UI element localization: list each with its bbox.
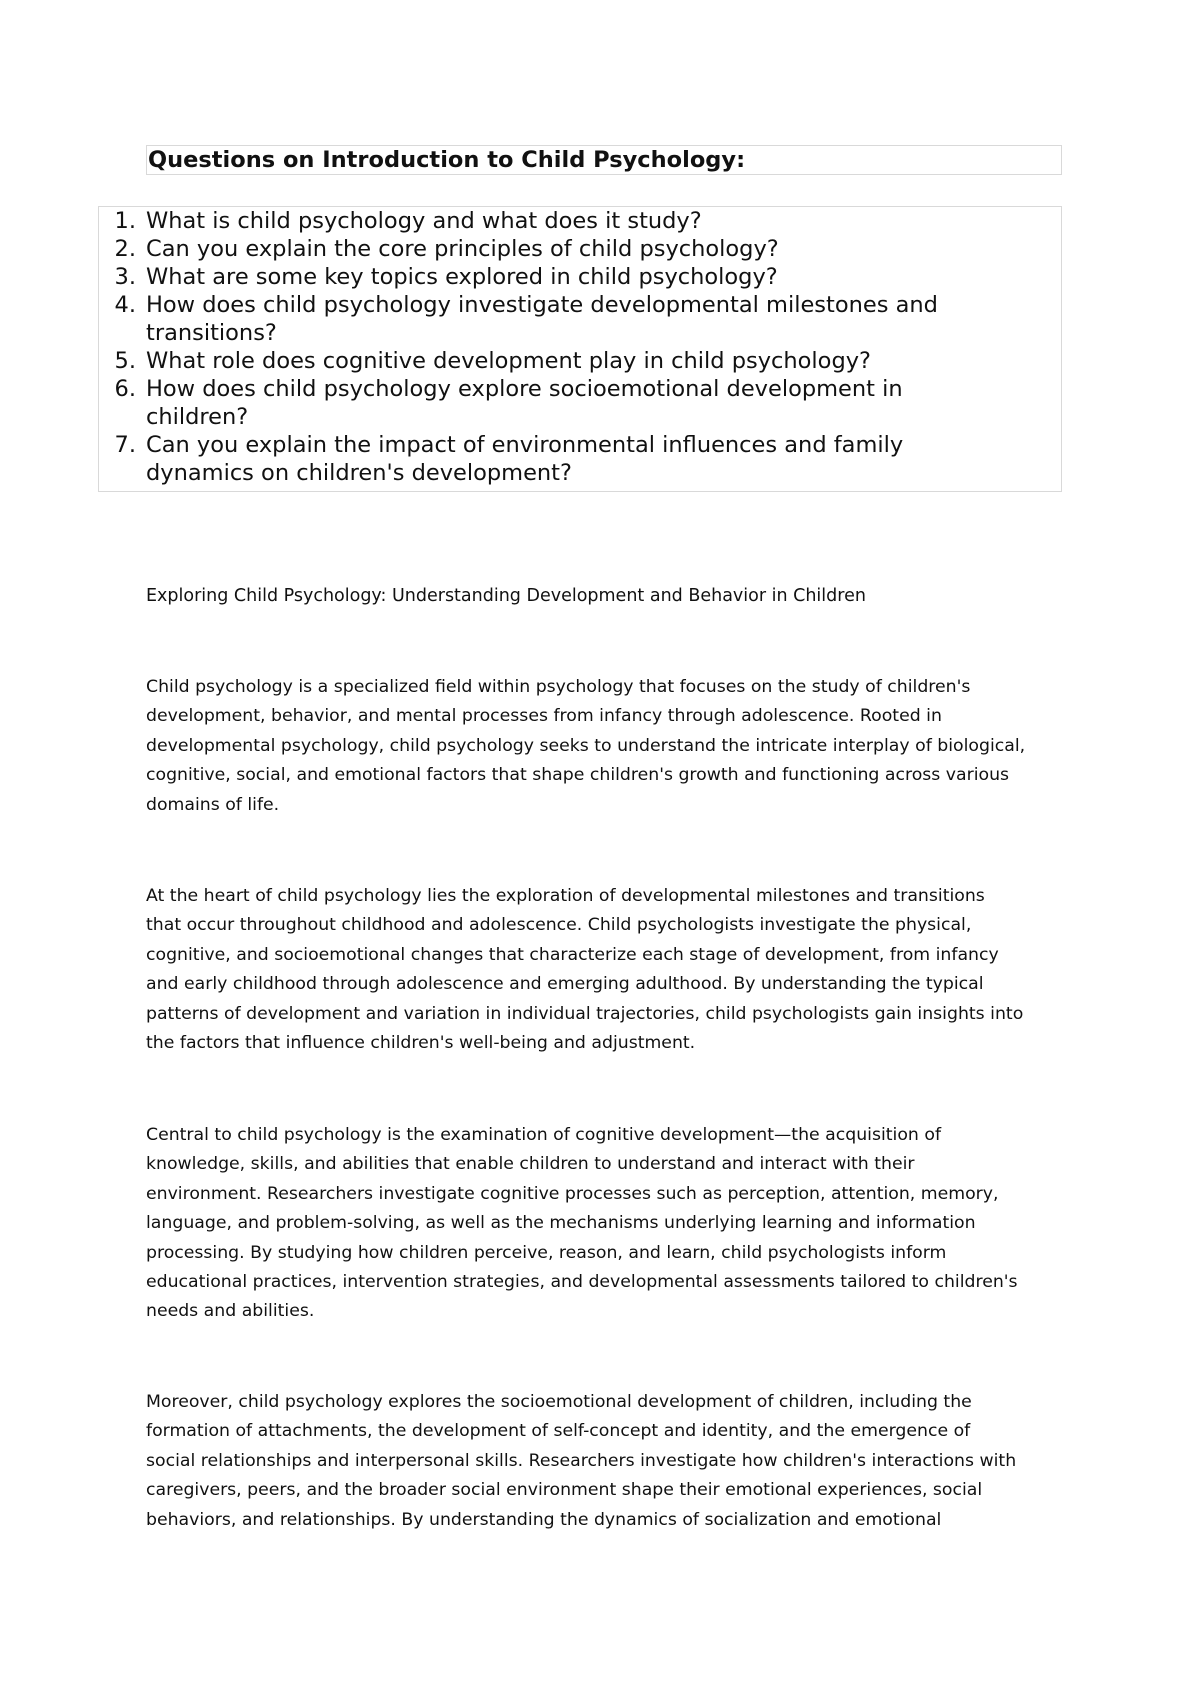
paragraph-line: the factors that influence children's well-being and adjustment. xyxy=(146,1033,696,1054)
question-line: dynamics on children's development? xyxy=(146,460,572,486)
question-number: 6. xyxy=(114,376,136,402)
question-line: children? xyxy=(146,404,249,430)
paragraph-line: social relationships and interpersonal skills. Researchers investigate how children's interactions with xyxy=(146,1450,1017,1471)
paragraph-3 xyxy=(146,1121,1066,1327)
paragraph-line: and early childhood through adolescence and emerging adulthood. By understanding the typical xyxy=(146,974,984,995)
question-line: Can you explain the impact of environmental influences and family xyxy=(146,432,904,458)
question-number: 5. xyxy=(114,348,136,374)
question-text xyxy=(146,347,1060,375)
paragraph-1 xyxy=(146,673,1066,820)
article-heading: Exploring Child Psychology: Understanding Development and Behavior in Children xyxy=(146,586,866,606)
question-line: What role does cognitive development play in child psychology? xyxy=(146,348,871,374)
paragraph-4 xyxy=(146,1388,1066,1535)
question-number: 3. xyxy=(114,264,136,290)
question-item-2 xyxy=(100,235,1060,263)
questions-list xyxy=(100,207,1060,487)
questions-title: Questions on Introduction to Child Psychology: xyxy=(148,147,746,173)
paragraph-line: processing. By studying how children perceive, reason, and learn, child psychologists inform xyxy=(146,1242,947,1263)
paragraph-line: cognitive, social, and emotional factors that shape children's growth and functioning across various xyxy=(146,765,1010,786)
paragraph-line: Central to child psychology is the examination of cognitive development—the acquisition of xyxy=(146,1125,942,1145)
question-line: How does child psychology investigate developmental milestones and xyxy=(146,292,938,318)
question-text xyxy=(146,375,1060,431)
paragraph-line: caregivers, peers, and the broader social environment shape their emotional experiences, social xyxy=(146,1480,983,1501)
paragraph-line: language, and problem-solving, as well as the mechanisms underlying learning and information xyxy=(146,1213,976,1234)
paragraph-line: educational practices, intervention strategies, and developmental assessments tailored to children's xyxy=(146,1272,1018,1293)
paragraph-2 xyxy=(146,882,1066,1058)
paragraph-line: behaviors, and relationships. By understanding the dynamics of socialization and emotional xyxy=(146,1509,942,1530)
question-item-4 xyxy=(100,291,1060,347)
paragraph-line: development, behavior, and mental processes from infancy through adolescence. Rooted in xyxy=(146,706,942,727)
question-item-7 xyxy=(100,431,1060,487)
paragraph-line: domains of life. xyxy=(146,794,280,815)
question-number: 2. xyxy=(114,236,136,262)
question-text xyxy=(146,263,1060,291)
question-item-3 xyxy=(100,263,1060,291)
paragraph-line: that occur throughout childhood and adolescence. Child psychologists investigate the physical, xyxy=(146,915,972,936)
paragraph-line: Moreover, child psychology explores the socioemotional development of children, including the xyxy=(146,1392,972,1412)
question-number: 4. xyxy=(114,292,136,318)
paragraph-line: Child psychology is a specialized field within psychology that focuses on the study of children's xyxy=(146,677,971,697)
question-line: transitions? xyxy=(146,320,277,346)
question-number: 1. xyxy=(114,208,136,234)
question-text xyxy=(146,207,1060,235)
paragraph-line: formation of attachments, the development of self-concept and identity, and the emergence of xyxy=(146,1421,971,1442)
paragraph-line: At the heart of child psychology lies the exploration of developmental milestones and transitions xyxy=(146,886,985,906)
question-line: Can you explain the core principles of child psychology? xyxy=(146,236,779,262)
paragraph-line: knowledge, skills, and abilities that enable children to understand and interact with their xyxy=(146,1154,915,1175)
paragraph-line: needs and abilities. xyxy=(146,1301,315,1322)
question-line: How does child psychology explore socioemotional development in xyxy=(146,376,903,402)
question-number: 7. xyxy=(114,432,136,458)
paragraph-line: patterns of development and variation in individual trajectories, child psychologists gain insights into xyxy=(146,1003,1024,1024)
paragraph-line: cognitive, and socioemotional changes that characterize each stage of development, from infancy xyxy=(146,944,999,965)
question-text xyxy=(146,291,1060,347)
paragraph-line: developmental psychology, child psychology seeks to understand the intricate interplay of biological, xyxy=(146,735,1026,756)
question-line: What is child psychology and what does it study? xyxy=(146,208,702,234)
question-text xyxy=(146,431,1060,487)
question-item-5 xyxy=(100,347,1060,375)
question-item-6 xyxy=(100,375,1060,431)
question-item-1 xyxy=(100,207,1060,235)
question-text xyxy=(146,235,1060,263)
question-line: What are some key topics explored in child psychology? xyxy=(146,264,778,290)
paragraph-line: environment. Researchers investigate cognitive processes such as perception, attention, memory, xyxy=(146,1183,999,1204)
